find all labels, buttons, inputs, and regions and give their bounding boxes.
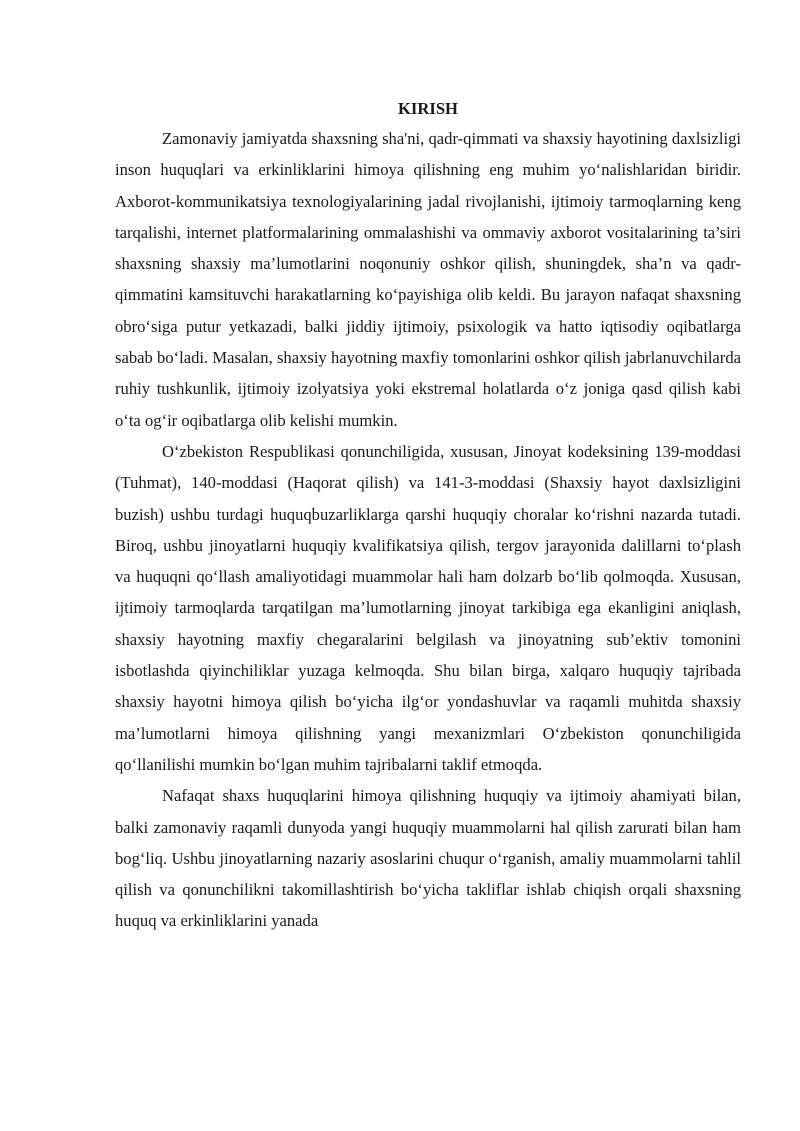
document-body [115,95,741,937]
paragraph-3: Nafaqat shaxs huquqlarini himoya qilishning huquqiy va ijtimoiy ahamiyati bilan, balki zamonaviy raqamli dunyoda yangi huquqiy muammolarni hal qilish zarurati bilan ham bog‘liq. Ushbu jinoyatlarning nazariy asoslarini chuqur o‘rganish, amaliy muammolarni tahlil qilish va qonunchilikni takomillashtirish bo‘yicha takliflar ishlab chiqish orqali shaxsning huquq va erkinliklarini yanada [115,786,741,931]
paragraph-1: Zamonaviy jamiyatda shaxsning sha'ni, qadr-qimmati va shaxsiy hayotining daxlsizligi inson huquqlari va erkinliklarini himoya qilishning eng muhim yo‘nalishlaridan biridir. Axborot-kommunikatsiya texnologiyalarining jadal rivojlanishi, ijtimoiy tarmoqlarning keng tarqalishi, internet platformalarining ommalashishi va ommaviy axborot vositalarining ta’siri shaxsning shaxsiy ma’lumotlarini noqonuniy oshkor qilish, shuningdek, sha’n va qadr-qimmatini kamsituvchi harakatlarning ko‘payishiga olib keldi. Bu jarayon nafaqat shaxsning obro‘siga putur yetkazadi, balki jiddiy ijtimoiy, psixologik va hatto iqtisodiy oqibatlarga sabab bo‘ladi. Masalan, shaxsiy hayotning maxfiy tomonlarini oshkor qilish jabrlanuvchilarda ruhiy tushkunlik, ijtimoiy izolyatsiya yoki ekstremal holatlarda o‘z joniga qasd qilish kabi o‘ta og‘ir oqibatlarga olib kelishi mumkin. [115,129,741,430]
section-title: KIRISH [398,99,458,118]
paragraph-2: O‘zbekiston Respublikasi qonunchiligida, xususan, Jinoyat kodeksining 139-moddasi (Tuhmat), 140-moddasi (Haqorat qilish) va 141-3-moddasi (Shaxsiy hayot daxlsizligini buzish) ushbu turdagi huquqbuzarliklarga qarshi huquqiy choralar ko‘rishni nazarda tutadi. Biroq, ushbu jinoyatlarni huquqiy kvalifikatsiya qilish, tergov jarayonida dalillarni to‘plash va huquqni qo‘llash amaliyotidagi muammolar hali ham dolzarb bo‘lib qolmoqda. Xususan, ijtimoiy tarmoqlarda tarqatilgan ma’lumotlarning jinoyat tarkibiga ega ekanligini aniqlash, shaxsiy hayotning maxfiy chegaralarini belgilash va jinoyatning sub’ektiv tomonini isbotlashda qiyinchiliklar yuzaga kelmoqda. Shu bilan birga, xalqaro huquqiy tajribada shaxsiy hayotni himoya qilish bo‘yicha ilg‘or yondashuvlar va raqamli muhitda shaxsiy ma’lumotlarni himoya qilishning yangi mexanizmlari O‘zbekiston qonunchiligida qo‘llanilishi mumkin bo‘lgan muhim tajribalarni taklif etmoqda. [115,441,741,774]
